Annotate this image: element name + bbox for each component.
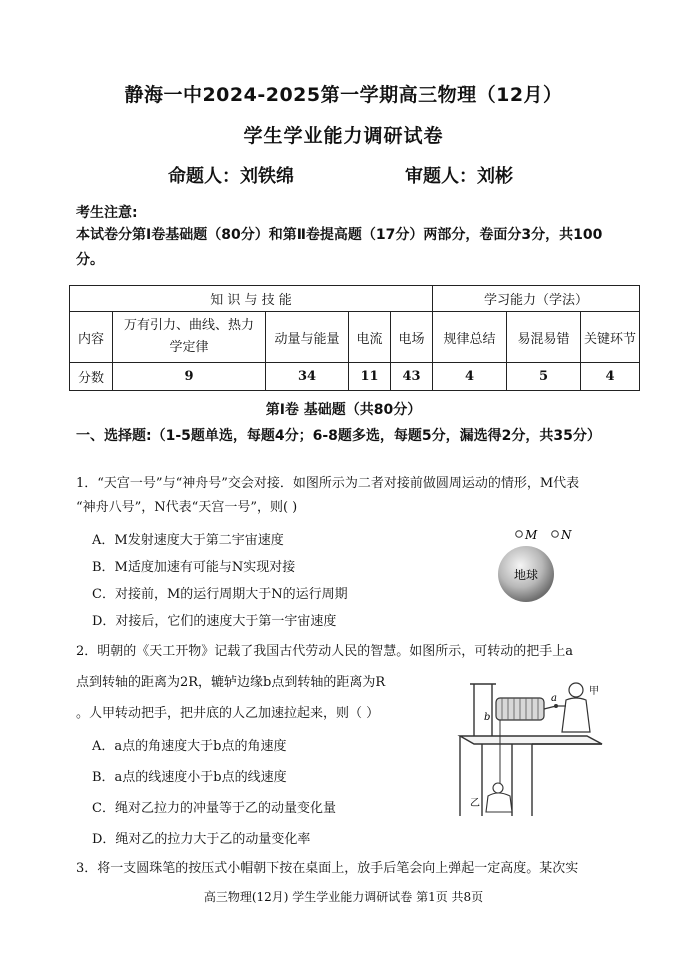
choice-section-instructions: 一、选择题:（1-5题单选，每题4分；6-8题多选，每题5分，漏选得2分，共35分） [76,428,601,444]
author-line: 命题人：刘铁绵 [168,166,294,187]
q1-option-c: C．对接前，M的运行周期大于N的运行周期 [92,587,348,602]
score-cell: 43 [391,363,433,391]
row-label-content: 内容 [70,312,113,363]
column-header: 易混易错 [507,312,581,363]
notice-heading: 考生注意: [76,205,138,221]
section-heading: 第Ⅰ卷 基础题（共80分） [265,402,422,418]
column-header: 电场 [391,312,433,363]
column-header: 关键环节 [581,312,640,363]
q2-option-a: A．a点的角速度大于b点的角速度 [92,739,287,754]
satellite-n-label: N [561,528,572,542]
score-cell: 9 [113,363,266,391]
point-a-label: a [551,693,557,704]
q1-orbit-figure [490,524,610,604]
score-cell: 5 [507,363,581,391]
column-header: 动量与能量 [266,312,349,363]
exam-subtitle: 学生学业能力调研试卷 [243,125,444,147]
page-footer: 高三物理(12月) 学生学业能力调研试卷 第1页 共8页 [203,890,484,904]
earth-label: 地球 [513,568,539,582]
q2-stem-line1: 2．明朝的《天工开物》记载了我国古代劳动人民的智慧。如图所示，可转动的把手上a [76,644,574,659]
group-ability-header: 学习能力（学法） [433,286,640,312]
satellite-m-label: M [525,528,538,542]
person-yi-icon [486,783,512,812]
notice-body: 本试卷分第Ⅰ卷基础题（80分）和第Ⅱ卷提高题（17分）两部分，卷面分3分，共100分。 [76,227,603,268]
q1-option-b: B．M适度加速有可能与N实现对接 [92,560,296,575]
q3-stem-line1: 3．将一支圆珠笔的按压式小帽朝下按在桌面上，放手后笔会向上弹起一定高度。某次实 [76,861,579,876]
group-knowledge-header: 知 识 与 技 能 [70,286,433,312]
satellite-m-icon [516,531,523,538]
person-jia-icon [556,683,590,732]
q2-option-c: C．绳对乙拉力的冲量等于乙的动量变化量 [92,801,336,816]
q2-stem-line2: 点到转轴的距离为2R，辘轳边缘b点到转轴的距离为R [76,675,386,690]
satellite-n-icon [552,531,559,538]
exam-title: 静海一中2024-2025第一学期高三物理（12月） [124,84,563,106]
person-yi-label: 乙 [470,798,480,809]
point-b-label: b [484,712,491,723]
score-cell: 4 [433,363,507,391]
q2-windlass-figure [452,676,612,822]
reviewer-line: 审题人：刘彬 [405,166,513,187]
column-header: 电流 [349,312,391,363]
score-cell: 4 [581,363,640,391]
score-cell: 11 [349,363,391,391]
q2-stem-line3: 。人甲转动把手，把井底的人乙加速拉起来，则（ ） [76,706,380,721]
score-table [69,285,640,391]
score-cell: 34 [266,363,349,391]
row-label-score: 分数 [70,363,113,391]
q1-stem-line2: “神舟八号”，N代表“天宫一号”，则( ) [76,500,298,515]
person-jia-label: 甲 [589,686,599,697]
q2-option-d: D．绳对乙的拉力大于乙的动量变化率 [92,832,311,847]
q1-stem-line1: 1．“天宫一号”与“神舟号”交会对接．如图所示为二者对接前做圆周运动的情形，M代表 [76,476,580,491]
column-header: 规律总结 [433,312,507,363]
q1-option-a: A．M发射速度大于第二宇宙速度 [92,533,284,548]
q1-option-d: D．对接后，它们的速度大于第一宇宙速度 [92,614,337,629]
q2-option-b: B．a点的线速度小于b点的线速度 [92,770,287,785]
column-header: 万有引力、曲线、热力学定律 [113,312,266,363]
